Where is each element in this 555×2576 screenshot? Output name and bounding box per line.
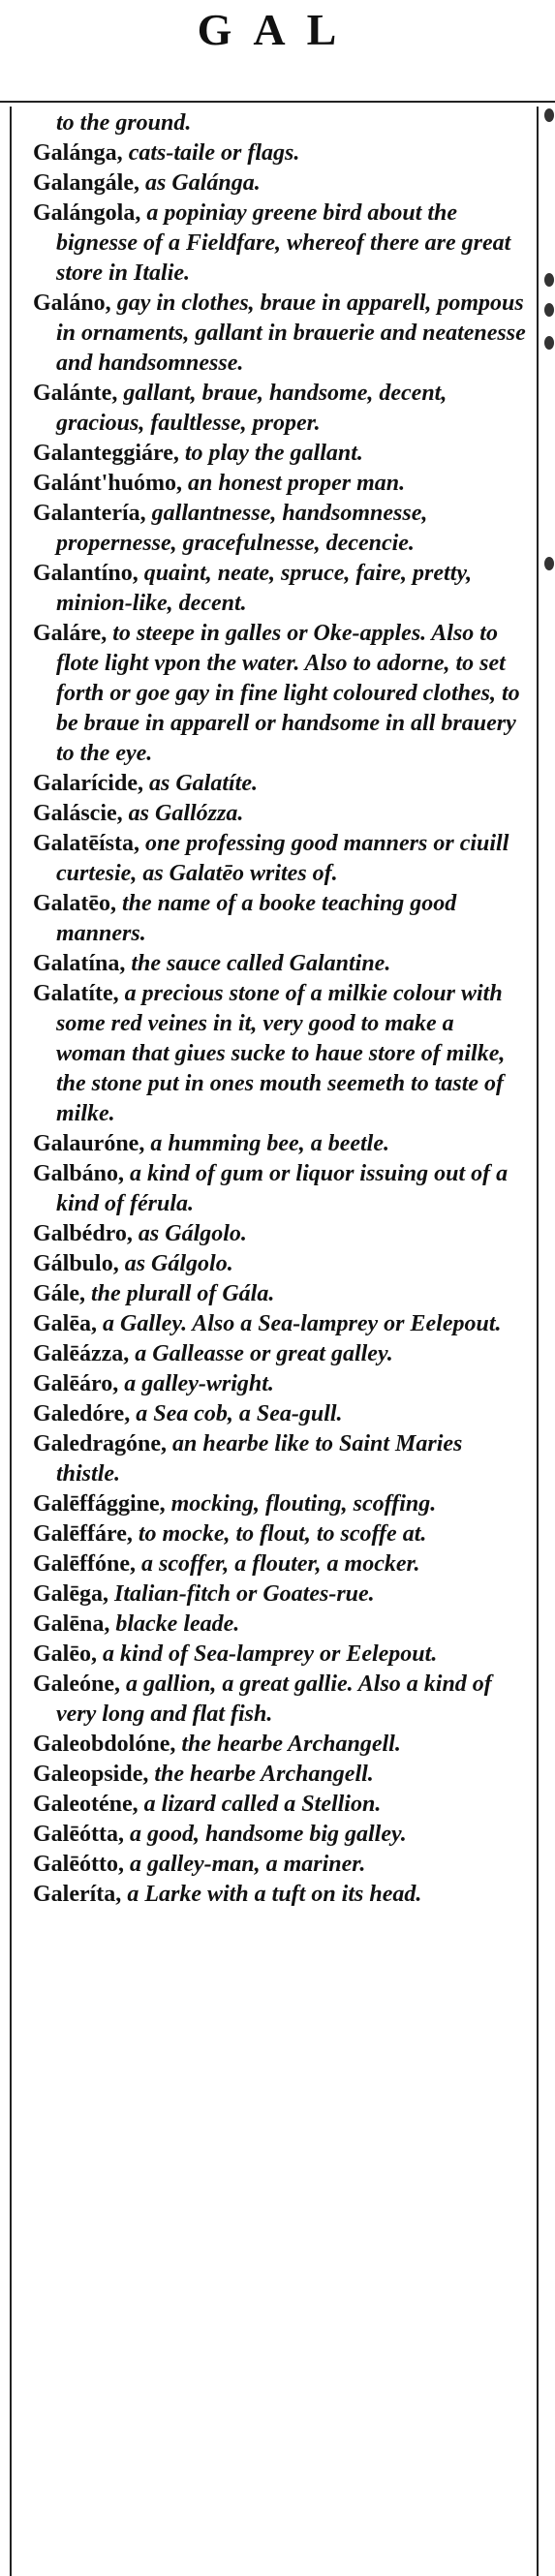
dictionary-entry	[33, 1399, 529, 1429]
entry-headword: Galeobdolóne,	[33, 1732, 176, 1757]
entry-definition: a Larke with a tuft on its head.	[121, 1882, 422, 1907]
dictionary-entry	[33, 1610, 529, 1640]
entry-headword: Galáre,	[33, 621, 108, 646]
entry-headword: Galēa,	[33, 1311, 97, 1336]
entry-headword: Galēna,	[33, 1611, 110, 1637]
dictionary-entry	[33, 1309, 529, 1339]
margin-marks	[542, 107, 555, 784]
entry-definition: a kind of Sea-lamprey or Eelepout.	[97, 1641, 438, 1667]
entry-definition: a galley-wright.	[118, 1371, 274, 1396]
dictionary-entry	[33, 1760, 529, 1790]
dictionary-entry	[33, 769, 529, 799]
entry-definition: as Galánga.	[139, 170, 261, 196]
dictionary-entry	[33, 108, 529, 138]
entry-headword: Galangále,	[33, 170, 140, 196]
dictionary-entry	[33, 1159, 529, 1219]
entry-headword: Galeríta,	[33, 1882, 122, 1907]
entry-headword: Galatíte,	[33, 981, 119, 1006]
entry-definition: as Galatíte.	[142, 771, 258, 796]
entry-definition: a good, handsome big galley.	[123, 1822, 407, 1847]
entry-definition: as Gálgolo.	[118, 1251, 233, 1276]
entry-headword: Galedragóne,	[33, 1431, 167, 1457]
dictionary-entry	[33, 499, 529, 559]
dictionary-entry	[33, 799, 529, 829]
entry-definition: the name of a booke teaching good manners.	[56, 891, 457, 946]
margin-mark	[544, 557, 554, 570]
dictionary-entry	[33, 1339, 529, 1369]
entry-headword: Galatēo,	[33, 891, 116, 916]
dictionary-entry	[33, 1640, 529, 1670]
entry-definition: a lizard called a Stellion.	[138, 1792, 382, 1817]
entry-headword: Galēo,	[33, 1641, 97, 1667]
dictionary-entry	[33, 439, 529, 469]
dictionary-entry	[33, 979, 529, 1129]
dictionary-entry	[33, 1730, 529, 1760]
entry-definition: the sauce called Galantine.	[125, 951, 391, 976]
entry-headword: Galatína,	[33, 951, 126, 976]
dictionary-entry	[33, 1880, 529, 1910]
entry-headword: Galauróne,	[33, 1131, 145, 1156]
dictionary-entry	[33, 1219, 529, 1249]
entry-definition: Italian-fitch or Goates-rue.	[108, 1581, 375, 1607]
header-rule	[0, 101, 555, 103]
entry-definition: gallant, braue, handsome, decent, gracious, faultlesse, proper.	[56, 381, 447, 436]
entry-definition: cats-taile or flags.	[122, 140, 300, 166]
dictionary-entry	[33, 1279, 529, 1309]
entry-definition: a galley-man, a mariner.	[123, 1852, 366, 1877]
dictionary-entry	[33, 1369, 529, 1399]
entry-definition: a scoffer, a flouter, a mocker.	[135, 1551, 420, 1577]
dictionary-entry	[33, 1790, 529, 1820]
dictionary-entry	[33, 1549, 529, 1579]
entry-headword: Galēótto,	[33, 1852, 124, 1877]
dictionary-entry	[33, 1850, 529, 1880]
dictionary-entry	[33, 1670, 529, 1730]
dictionary-entry	[33, 949, 529, 979]
margin-mark	[544, 336, 554, 350]
entry-headword: Galatēísta,	[33, 831, 139, 856]
entry-headword: Galanteggiáre,	[33, 441, 179, 466]
entry-headword: Galantíno,	[33, 561, 139, 586]
margin-mark	[544, 108, 554, 122]
entry-headword: Galángola,	[33, 200, 141, 226]
dictionary-entry	[33, 199, 529, 289]
dictionary-entry	[33, 138, 529, 169]
entry-definition: to steepe in galles or Oke-apples. Also to flote light vpon the water. Also to adorne, to set forth or goe gay in fine light coloured clothes, to be braue in apparell or handsome in all brauery to the eye.	[56, 621, 520, 766]
entry-definition: gallantnesse, handsomnesse, propernesse, gracefulnesse, decencie.	[56, 501, 428, 556]
entry-definition: a humming bee, a beetle.	[144, 1131, 389, 1156]
entry-headword: Galbáno,	[33, 1161, 125, 1186]
entry-definition: a precious stone of a milkie colour with some red veines in it, very good to make a woman that giues sucke to haue store of milke, the stone put in ones mouth seemeth to taste of milke.	[56, 981, 506, 1126]
dictionary-entry	[33, 1579, 529, 1610]
entry-definition: to mocke, to flout, to scoffe at.	[132, 1521, 427, 1547]
dictionary-entry	[33, 289, 529, 379]
entry-definition: the hearbe Archangell.	[175, 1732, 401, 1757]
entry-definition: quaint, neate, spruce, faire, pretty, minion-like, decent.	[56, 561, 473, 616]
entry-definition: blacke leade.	[109, 1611, 240, 1637]
entry-headword: Galēáro,	[33, 1371, 119, 1396]
entry-headword: Galánte,	[33, 381, 118, 406]
entry-definition: a Galleasse or great galley.	[129, 1341, 393, 1366]
entry-definition: gay in clothes, braue in apparell, pompous in ornaments, gallant in brauerie and neatenesse and handsomnesse.	[56, 291, 526, 376]
margin-mark	[544, 273, 554, 287]
entry-headword: Galeóne,	[33, 1671, 120, 1697]
entry-headword: Galēffággine,	[33, 1491, 166, 1517]
entry-definition: an hearbe like to Saint Maries thistle.	[56, 1431, 463, 1487]
entry-headword: Galáno,	[33, 291, 111, 316]
margin-mark	[544, 303, 554, 317]
dictionary-entry	[33, 559, 529, 619]
entry-headword: Galeopside,	[33, 1762, 149, 1787]
entry-definition: a kind of gum or liquor issuing out of a kind of férula.	[56, 1161, 509, 1216]
entry-definition: the hearbe Archangell.	[148, 1762, 374, 1787]
dictionary-entry	[33, 169, 529, 199]
entry-headword: Galeoténe,	[33, 1792, 139, 1817]
entry-definition: a Sea cob, a Sea-gull.	[130, 1401, 343, 1426]
entry-headword: Galēffáre,	[33, 1521, 133, 1547]
entry-definition: a popiniay greene bird about the bignesse of a Fieldfare, whereof there are great store in Italie.	[56, 200, 511, 286]
dictionary-entry	[33, 1249, 529, 1279]
dictionary-entry	[33, 619, 529, 769]
entry-headword: Galantería,	[33, 501, 146, 526]
entry-definition: to the ground.	[56, 110, 192, 136]
dictionary-entry	[33, 889, 529, 949]
running-head: GAL	[197, 5, 358, 54]
dictionary-entry	[33, 1129, 529, 1159]
page-header	[0, 0, 555, 60]
entry-headword: Galáscie,	[33, 801, 123, 826]
entry-headword: Galēffóne,	[33, 1551, 136, 1577]
entry-definition: as Gálgolo.	[132, 1221, 247, 1246]
column-rule-left	[10, 107, 12, 2576]
entry-headword: Galēótta,	[33, 1822, 124, 1847]
entry-definition: a gallion, a great gallie. Also a kind of very long and flat fish.	[56, 1671, 492, 1727]
dictionary-entry	[33, 1429, 529, 1489]
entry-headword: Galēga,	[33, 1581, 108, 1607]
entry-headword: Galbédro,	[33, 1221, 133, 1246]
entry-headword: Galarícide,	[33, 771, 143, 796]
dictionary-entry	[33, 1820, 529, 1850]
entry-definition: as Gallózza.	[122, 801, 244, 826]
entry-definition: one professing good manners or ciuill curtesie, as Galatēo writes of.	[56, 831, 509, 886]
entry-headword: Gálbulo,	[33, 1251, 119, 1276]
entry-headword: Gále,	[33, 1281, 85, 1306]
entry-definition: an honest proper man.	[182, 471, 406, 496]
column-rule-right	[537, 107, 539, 2576]
entry-definition: mocking, flouting, scoffing.	[165, 1491, 437, 1517]
entry-headword: Galedóre,	[33, 1401, 131, 1426]
entry-headword: Galánt'huómo,	[33, 471, 183, 496]
entry-definition: to play the gallant.	[178, 441, 363, 466]
dictionary-entry	[33, 829, 529, 889]
dictionary-entry	[33, 469, 529, 499]
entry-definition: a Galley. Also a Sea-lamprey or Eelepout.	[97, 1311, 502, 1336]
dictionary-entry	[33, 1489, 529, 1519]
dictionary-column	[33, 108, 529, 1910]
dictionary-entry	[33, 379, 529, 439]
entry-headword: Galánga,	[33, 140, 123, 166]
entry-headword: Galēázza,	[33, 1341, 130, 1366]
entry-definition: the plurall of Gála.	[85, 1281, 275, 1306]
dictionary-entry	[33, 1519, 529, 1549]
